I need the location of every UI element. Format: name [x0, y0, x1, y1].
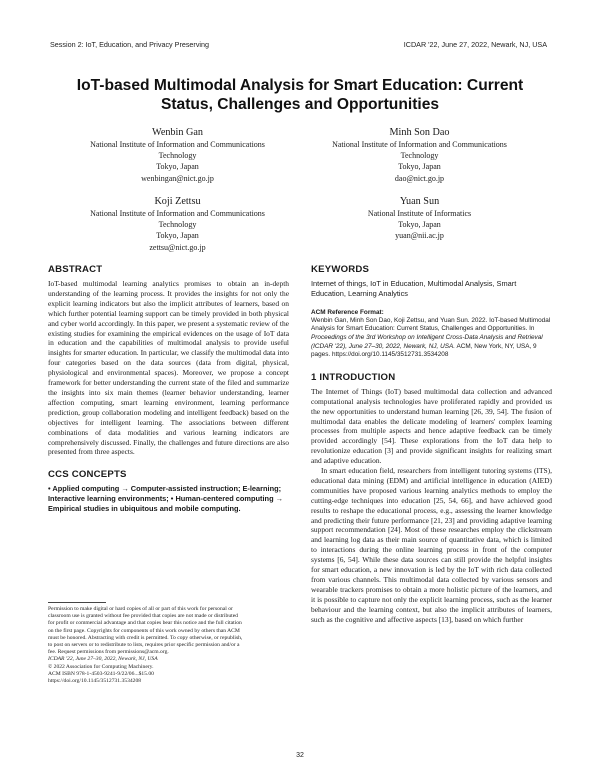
proceedings-title: Proceedings of the 3rd Workshop on Intelligent Cross-Data Analysis and Retrieval (ICDAR '22), June 27–30, 2022, Newark, NJ, USA. — [311, 334, 543, 350]
permission-line: on the first page. Copyrights for components of this work owned by others than ACM — [48, 627, 240, 634]
title-line-1: IoT-based Multimodal Analysis for Smart Education: Current — [76, 77, 524, 94]
running-header-session: Session 2: IoT, Education, and Privacy Preserving — [50, 40, 210, 49]
ccs-concepts-text: • Applied computing → Computer-assisted instruction; E-learning; Interactive learning environments; • Human-centered computing → Empirical studies in ubiquitous and mobile computing. — [48, 484, 284, 514]
abstract-text: IoT-based multimodal learning analytics promises to obtain an in-depth understanding of the learning process. It provides the insights for not only the explicit learning indicators but also the implicit attributes of learners, based on which further potential learning support can be timely provided in both physical and cyber world accordingly. In this paper, we present a systematic review of the existing studies for examining the empirical evidences on the usage of IoT data in education and the capabilities of multimodal analysis to provide useful insights for smarter education. In particular, we classify the multimodal data into four categories based on the data sources (data from digital, physical, physiological and environmental spaces). Moreover, we propose a concept framework for better understanding the current state of the filed and summarize the insights into six main themes (learner behavior understanding, learner affection computing, smart learning environment, learning performance prediction, group collaboration modeling and intelligent feedback) based on the objectives for intelligent learning. The associations between different combinations of data modalities and various learning indicators are comprehensively discussed. Finally, the challenges and future directions are also presented from three aspects. — [48, 279, 289, 457]
author-affiliation: National Institute of Informatics — [367, 209, 472, 218]
author-affiliation: National Institute of Information and Communications — [332, 140, 507, 149]
author-name: Yuan Sun — [399, 196, 440, 207]
author-location: Tokyo, Japan — [156, 231, 199, 241]
permission-line: fee. Request permissions from permissions@acm.org. — [48, 649, 169, 656]
author-email: dao@nict.go.jp — [394, 173, 445, 183]
permission-line: classroom use is granted without fee provided that copies are not made or distributed — [48, 613, 238, 620]
keywords-heading: KEYWORDS — [311, 264, 370, 275]
doi-line[interactable]: https://doi.org/10.1145/3512731.3534208 — [48, 678, 142, 685]
permission-line: Permission to make digital or hard copies of all or part of this work for personal or — [48, 606, 233, 612]
author-block-2 — [292, 126, 547, 184]
author-location: Tokyo, Japan — [398, 220, 441, 230]
keywords-text: Internet of things, IoT in Education, Multimodal Analysis, Smart Education, Learning Analytics — [311, 279, 517, 298]
permission-notice — [48, 606, 289, 685]
acm-reference-heading: ACM Reference Format: — [311, 308, 384, 316]
abstract-heading: ABSTRACT — [48, 264, 103, 275]
author-block-4 — [292, 195, 547, 242]
isbn-line: ACM ISBN 978-1-4503-9241-9/22/06...$15.00 — [48, 670, 154, 677]
acm-reference-text: Wenbin Gan, Minh Son Dao, Koji Zettsu, and Yuan Sun. 2022. IoT-based Multimodal Analysis for Smart Education: Current Status, Challenges and Opportunities. In Proceedings of the 3rd Workshop on Intelligent Cross-Data Analysis and Retrieval (ICDAR '22), June 27–30, 2022, Newark, NJ, USA. ACM, New York, NY, USA, 9 pages. https://doi.org/10.1145/3512731.3534208 — [311, 316, 551, 359]
introduction-paragraph-2: In smart education field, researchers from intelligent tutoring systems (ITS), educational data mining (EDM) and artificial intelligence in education (AIED) communities have proposed various learning analytics methods to employ the cutting-edge techniques into education [25, 54, 66], and have achieved good results to reshape the educational process, e.g., assessing the learner knowledge and predicting their future performance [21, 23] and providing adaptive learning support recommendation [24]. Most of these researches employ the clickstream and learning log data as their main source of quantitative data, which is limited to interactions during the online learning process in front of the computer systems [6, 54]. While these data sources can still provide the helpful insights for smart education, a new innovation is led by the IoT with rich data collected from various channels. This multimodal data collected by various sensors and wearable trackers promises to obtain a more holistic picture of the learners, and it is possible to capture not only the explicit learning process, such as the learner behaviour and the learning context, but also the implicit attributes of learners, such as the cognitive and affective aspects [13], based on which further — [311, 466, 552, 624]
author-block-3 — [50, 195, 305, 253]
left-column — [48, 264, 289, 514]
author-email: zettsu@nict.go.jp — [149, 242, 206, 252]
author-affiliation-cont: Technology — [400, 151, 439, 161]
footnote-rule — [48, 602, 106, 603]
page-number: 32 — [296, 752, 304, 759]
ccs-heading: CCS CONCEPTS — [48, 469, 127, 481]
author-name: Wenbin Gan — [152, 127, 203, 138]
author-block-1 — [50, 126, 305, 184]
author-location: Tokyo, Japan — [398, 162, 441, 172]
introduction-heading: 1 INTRODUCTION — [311, 371, 396, 383]
running-header-venue: ICDAR '22, June 27, 2022, Newark, NJ, USA — [403, 40, 547, 49]
copyright-line: © 2022 Association for Computing Machinery. — [48, 663, 154, 670]
permission-line: to post on servers or to redistribute to lists, requires prior specific permission and/or a — [48, 642, 240, 649]
author-email: yuan@nii.ac.jp — [395, 231, 444, 241]
author-name: Minh Son Dao — [389, 127, 450, 138]
title-line-2: Status, Challenges and Opportunities — [160, 96, 440, 113]
author-affiliation: National Institute of Information and Communications — [90, 209, 265, 218]
introduction-paragraph-1: The Internet of Things (IoT) based multimodal data collection and advanced computational analysis technologies have proliferated rapidly and provided us the new opportunities to understand human learning [26, 39, 54]. The fusion of multimodal data enables the delicate modeling of learners' complex learning processes from multiple aspects and hence adaptive feedback can be timely provided accordingly [54]. These explorations from the IoT data help to revolutionize education [3] and provide significant insights for realizing smart and adaptive education. — [311, 386, 552, 466]
right-column — [311, 264, 552, 625]
author-email: wenbingan@nict.go.jp — [141, 173, 214, 183]
conference-line: ICDAR '22, June 27–30, 2022, Newark, NJ, USA — [48, 656, 158, 663]
author-affiliation-cont: Technology — [158, 220, 197, 230]
author-affiliation: National Institute of Information and Communications — [90, 140, 265, 149]
permission-line: must be honored. Abstracting with credit is permitted. To copy otherwise, or republish, — [48, 634, 243, 641]
permission-line: for profit or commercial advantage and that copies bear this notice and the full citation — [48, 620, 242, 627]
author-name: Koji Zettsu — [154, 196, 201, 207]
paper-title — [40, 76, 560, 114]
author-affiliation-cont: Technology — [158, 151, 197, 161]
author-location: Tokyo, Japan — [156, 162, 199, 172]
